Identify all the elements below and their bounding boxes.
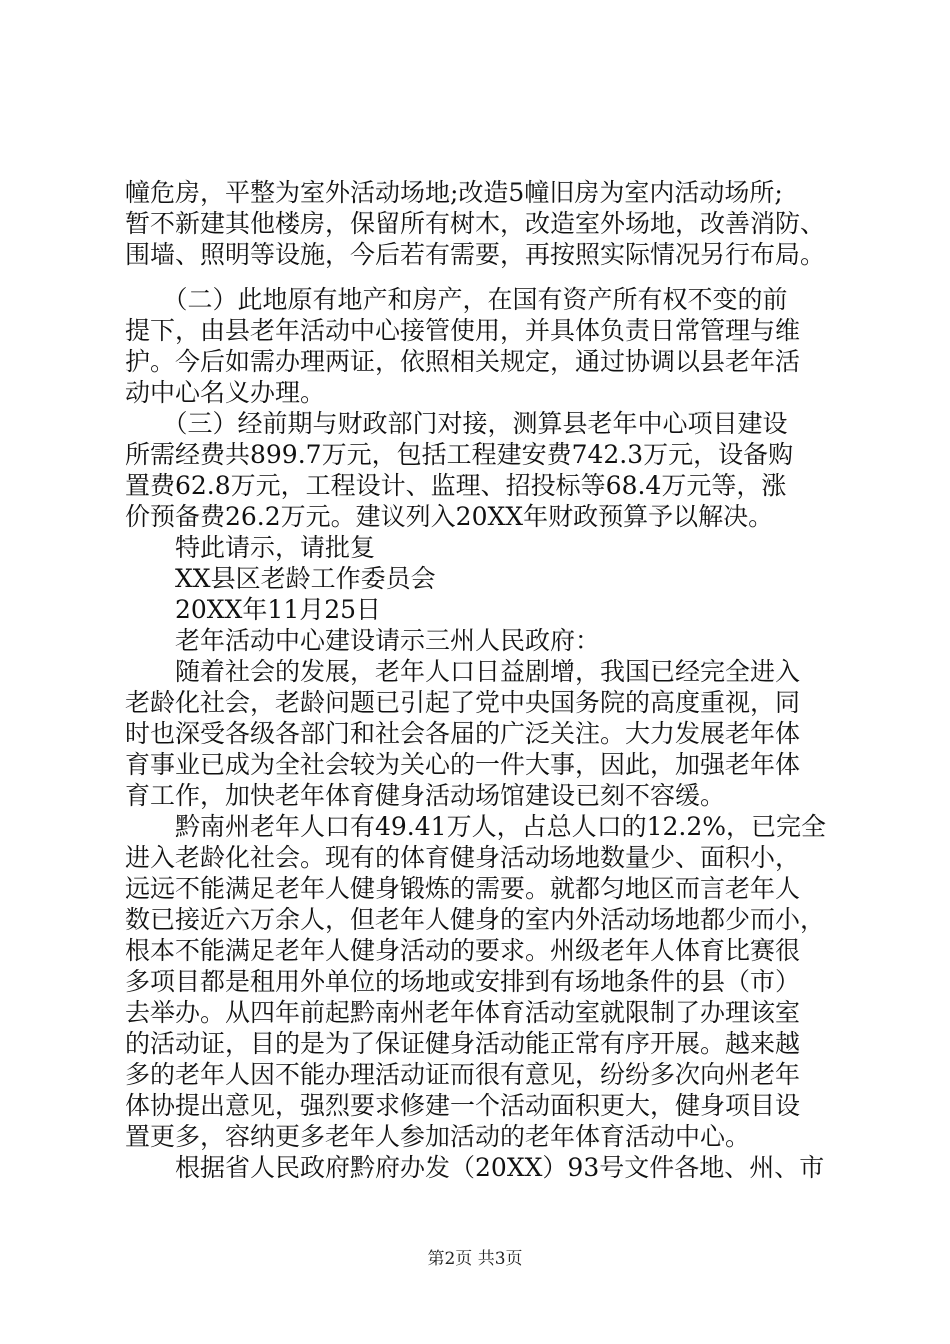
text-line: （三）经前期与财政部门对接，测算县老年中心项目建设 bbox=[125, 409, 788, 438]
text-line: 置费62.8万元，工程设计、监理、招投标等68.4万元等，涨 bbox=[125, 471, 787, 500]
text-line: 育事业已成为全社会较为关心的一件大事，因此，加强老年体 bbox=[125, 750, 801, 779]
text-line: 进入老龄化社会。现有的体育健身活动场地数量少、面积小， bbox=[125, 843, 801, 872]
text-line: 去举办。从四年前起黔南州老年体育活动室就限制了办理该室 bbox=[125, 998, 801, 1027]
page-number-footer: 第2页 共3页 bbox=[427, 1249, 523, 1269]
signature-organization: XX县区老龄工作委员会 bbox=[125, 564, 436, 593]
text-line: 根据省人民政府黔府办发（20XX）93号文件各地、州、市 bbox=[125, 1153, 825, 1182]
text-line: 护。今后如需办理两证，依照相关规定，通过协调以县老年活 bbox=[125, 347, 801, 376]
text-line: 育工作，加快老年体育健身活动场馆建设已刻不容缓。 bbox=[125, 781, 726, 810]
text-line: 根本不能满足老年人健身活动的要求。州级老年人体育比赛很 bbox=[125, 936, 801, 965]
text-line: 的活动证，目的是为了保证健身活动能正常有序开展。越来越 bbox=[125, 1029, 801, 1058]
closing-request: 特此请示，请批复 bbox=[125, 533, 376, 562]
text-line: 远远不能满足老年人健身锻炼的需要。就都匀地区而言老年人 bbox=[125, 874, 801, 903]
text-line: 多的老年人因不能办理活动证而很有意见，纷纷多次向州老年 bbox=[125, 1060, 801, 1089]
text-line: 数已接近六万余人，但老年人健身的室内外活动场地都少而小， bbox=[125, 905, 826, 934]
text-line: 围墙、照明等设施，今后若有需要，再按照实际情况另行布局。 bbox=[125, 240, 826, 269]
text-line: 置更多，容纳更多老年人参加活动的老年体育活动中心。 bbox=[125, 1122, 751, 1151]
text-line: 多项目都是租用外单位的场地或安排到有场地条件的县（市） bbox=[125, 967, 801, 996]
text-line: 体协提出意见，强烈要求修建一个活动面积更大，健身项目设 bbox=[125, 1091, 801, 1120]
text-line: 老龄化社会，老龄问题已引起了党中央国务院的高度重视，同 bbox=[125, 688, 801, 717]
text-line: 随着社会的发展，老年人口日益剧增，我国已经完全进入 bbox=[125, 657, 801, 686]
text-line: 提下，由县老年活动中心接管使用，并具体负责日常管理与维 bbox=[125, 316, 801, 345]
signature-date: 20XX年11月25日 bbox=[125, 595, 382, 624]
text-line: 黔南州老年人口有49.41万人，占总人口的12.2%，已完全 bbox=[125, 812, 826, 841]
text-line: 价预备费26.2万元。建议列入20XX年财政预算予以解决。 bbox=[125, 502, 774, 531]
text-line: 幢危房，平整为室外活动场地;改造5幢旧房为室内活动场所; bbox=[125, 178, 783, 207]
text-line: 时也深受各级各部门和社会各届的广泛关注。大力发展老年体 bbox=[125, 719, 801, 748]
text-line: 所需经费共899.7万元，包括工程建安费742.3万元，设备购 bbox=[125, 440, 794, 469]
text-line: 暂不新建其他楼房，保留所有树木，改造室外场地，改善消防、 bbox=[125, 209, 826, 238]
text-line: 动中心名义办理。 bbox=[125, 378, 326, 407]
text-line: （二）此地原有地产和房产，在国有资产所有权不变的前 bbox=[125, 285, 788, 314]
section-heading: 老年活动中心建设请示三州人民政府： bbox=[125, 626, 601, 655]
